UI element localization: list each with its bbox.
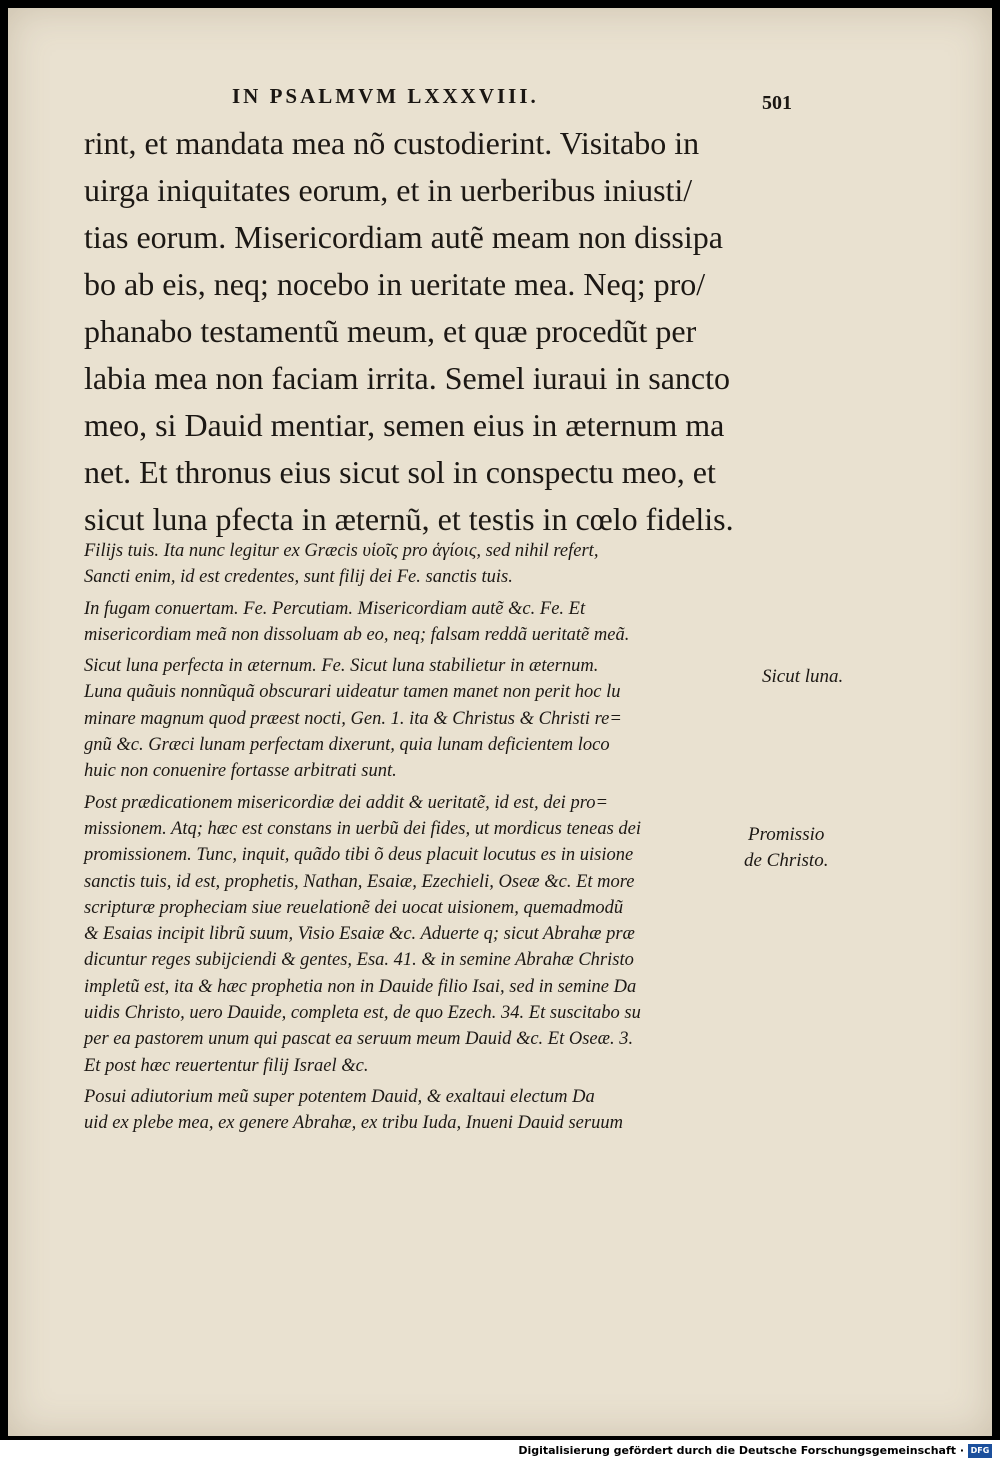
commentary-line: minare magnum quod præest nocti, Gen. 1. ita & Christus & Christi re= [84,708,622,729]
commentary-line: Filijs tuis. Ita nunc legitur ex Græcis υἱοῖς pro ἁγίοις, sed nihil refert, [84,541,599,561]
commentary-line: missionem. Atq; hæc est constans in uerbũ dei fides, ut mordicus teneas dei [84,818,641,839]
commentary-line: sanctis tuis, id est, prophetis, Nathan, Esaiæ, Ezechieli, Oseæ &c. Et more [84,871,635,892]
margin-note-promissio: Promissio [748,824,825,845]
commentary-line: dicuntur reges subijciendi & gentes, Esa. 41. & in semine Abrahæ Christo [84,950,634,971]
commentary-line: promissionem. Tunc, inquit, quãdo tibi õ deus placuit locutus es in uisione [84,845,634,866]
margin-note-sicut-luna: Sicut luna. [762,666,844,687]
psalm-line: tias eorum. Misericordiam autẽ meam non dissipa [84,219,723,255]
commentary-line: uid ex plebe mea, ex genere Abrahæ, ex tribu Iuda, Inueni Dauid seruum [84,1113,623,1134]
commentary-line: impletũ est, ita & hæc prophetia non in Dauide filio Isai, sed in semine Da [84,976,637,997]
psalm-line: sicut luna pfecta in æternũ, et testis in cœlo fidelis. [84,501,734,537]
footer-credit: Digitalisierung gefördert durch die Deutsche Forschungsgemeinschaft · [518,1444,964,1457]
commentary-line: In fugam conuertam. Fe. Percutiam. Misericordiam autẽ &c. Fe. Et [84,598,586,619]
commentary-line: Sicut luna perfecta in æternum. Fe. Sicut luna stabilietur in æternum. [84,656,599,677]
commentary-line: & Esaias incipit librũ suum, Visio Esaiæ &c. Aduerte q; sicut Abrahæ præ [84,924,635,945]
psalm-line: net. Et thronus eius sicut sol in conspectu meo, et [84,454,716,490]
commentary-line: Posui adiutorium meũ super potentem Dauid, & exaltaui electum Da [84,1086,595,1107]
commentary-line: scripturæ propheciam siue reuelationẽ dei uocat uisionem, quemadmodũ [84,897,624,918]
digitization-footer [0,1440,1000,1462]
dfg-logo-icon: DFG [968,1444,992,1458]
commentary-block [84,538,744,1137]
commentary-line: Et post hæc reuertentur filij Israel &c. [84,1055,369,1076]
psalm-line: uirga iniquitates eorum, et in uerberibus iniusti/ [84,172,693,208]
running-head: IN PSALMVM LXXXVIII. [232,84,539,108]
commentary-line: huic non conuenire fortasse arbitrati sunt. [84,761,397,782]
psalm-text-block [84,120,744,543]
psalm-line: phanabo testamentũ meum, et quæ procedũt per [84,313,697,349]
page-number: 501 [762,92,792,114]
commentary-paragraph [84,653,744,784]
commentary-paragraph [84,1084,744,1137]
commentary-line: Luna quãuis nonnũquã obscurari uideatur tamen manet non perit hoc lu [84,682,621,703]
psalm-line: rint, et mandata mea nõ custodierint. Visitabo in [84,125,700,161]
psalm-line: meo, si Dauid mentiar, semen eius in æternum ma [84,407,725,443]
commentary-paragraph [84,596,744,649]
commentary-line: per ea pastorem unum qui pascat ea seruum meum Dauid &c. Et Oseæ. 3. [84,1029,634,1050]
commentary-line: Sancti enim, id est credentes, sunt filij dei Fe. sanctis tuis. [84,567,513,588]
commentary-line: uidis Christo, uero Dauide, completa est, de quo Ezech. 34. Et suscitabo su [84,1003,641,1024]
psalm-line: labia mea non faciam irrita. Semel iuraui in sancto [84,360,730,396]
commentary-line: misericordiam meã non dissoluam ab eo, neq; falsam reddã ueritatẽ meã. [84,624,630,645]
margin-note-de-christo: de Christo. [744,850,829,871]
commentary-paragraph [84,790,744,1079]
commentary-line: gnũ &c. Græci lunam perfectam dixerunt, quia lunam deficientem loco [84,735,610,756]
commentary-paragraph [84,538,744,591]
commentary-line: Post prædicationem misericordiæ dei addit & ueritatẽ, id est, dei pro= [84,792,608,813]
psalm-line: bo ab eis, neq; nocebo in ueritate mea. Neq; pro/ [84,266,706,302]
